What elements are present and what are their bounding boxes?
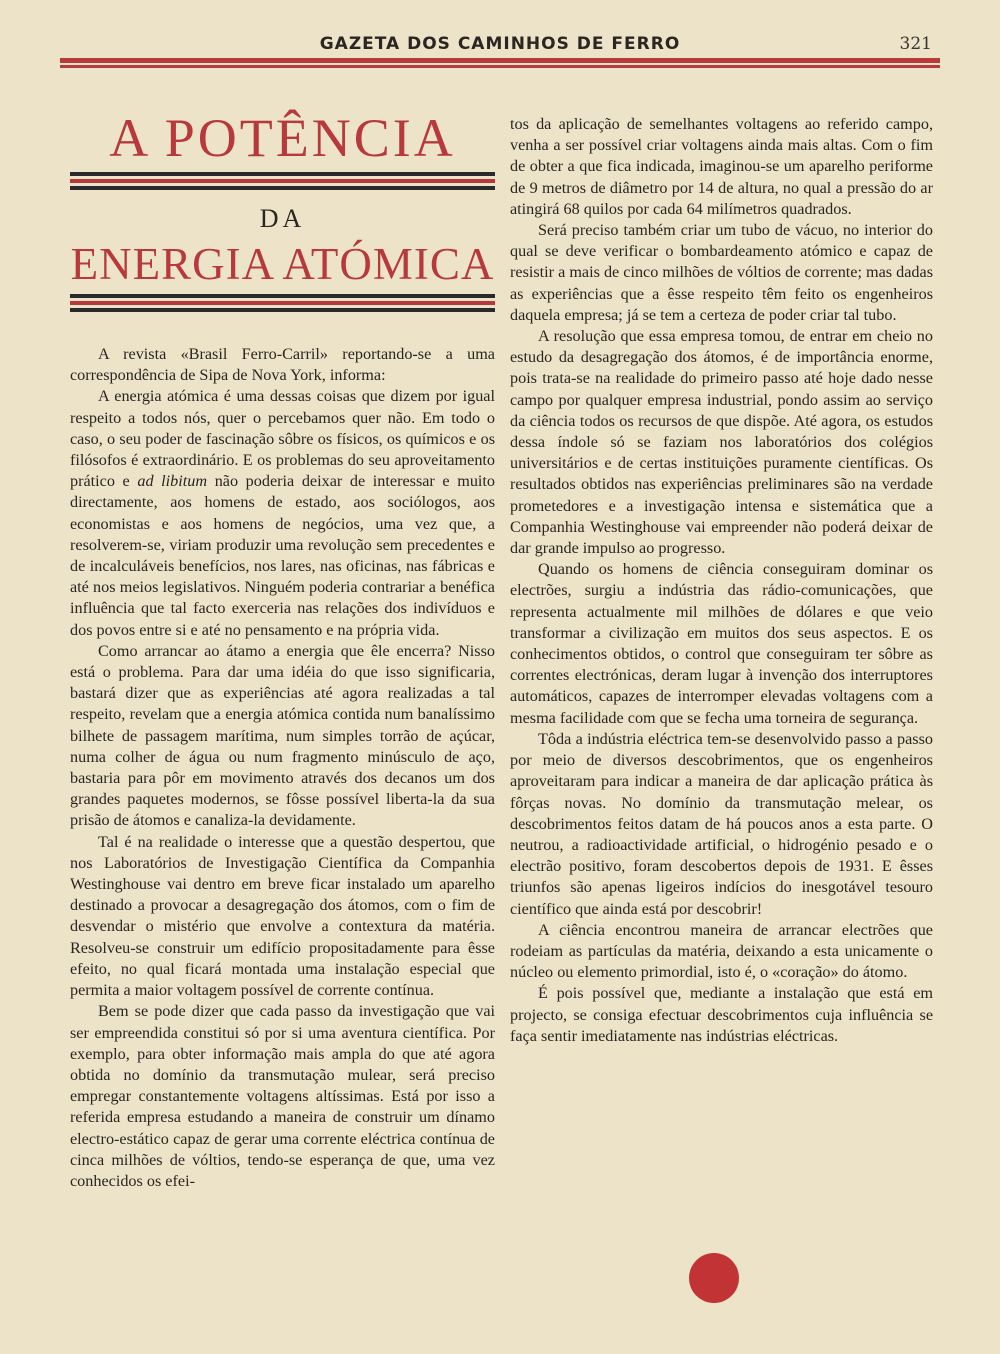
title-rule-red — [70, 179, 495, 183]
article-column-right — [510, 114, 933, 1047]
article-title-connector: DA — [259, 204, 306, 233]
header-rule — [60, 58, 940, 63]
article-paragraph: A ciência encontrou maneira de arrancar electrões que rodeiam as partículas da matéria, deixando a esta unicamente o núcleo ou elemento primordial, isto é, o «coração» do átomo. — [510, 920, 933, 982]
article-title-main: A POTÊNCIA — [109, 108, 456, 168]
title-rule-red — [70, 301, 495, 305]
article-title-sub: ENERGIA ATÓMICA — [70, 239, 495, 289]
article-paragraph: Quando os homens de ciência conseguiram dominar os electrões, surgiu a indústria das rádio-comunicações, que representa actualmente mil milhões de dólares e que veio transformar a civilização em muitos dos seus aspectos. E os conhecimentos obtidos, o control que conseguiram ter sôbre as correntes electrónicas, deram lugar à invenção dos interruptores automáticos, capazes de interromper elevadas voltagens com a mesma facilidade com que se fecha uma torneira de segurança. — [510, 560, 933, 727]
article-paragraph: Será preciso também criar um tubo de vácuo, no interior do qual se deve verificar o bombardeamento atómico e capaz de resistir a mais de cinco milhões de vóltios de corrente; mas dadas as experiências que a êsse respeito têm feito os engenheiros daquela empresa; já se tem a certeza de poder criar tal tubo. — [510, 221, 934, 324]
article-paragraph — [70, 386, 495, 640]
article-paragraph: A resolução que essa empresa tomou, de entrar em cheio no estudo da desagregação dos átomos, é de importância enorme, pois trata-se na realidade do primeiro passo até hoje dado nesse campo por qualquer empresa industrial, pondo assim ao serviço da ciência todos os recursos de que dispõe. Até agora, os estudos dessa índole só se faziam nos laboratórios dos colégios universitários e de certas instituições puramente científicas. Os resultados obtidos nas experiências preliminares são na verdade prometedores e a investigação intensa e sistemática que a Companhia Westinghouse vai empreender não poderá deixar de dar grande impulso ao progresso. — [510, 327, 933, 558]
article-paragraph: É pois possível que, mediante a instalação que está em projecto, se consiga efectuar descobrimentos cuja influência se faça sentir imediatamente nas indústrias eléctricas. — [510, 984, 933, 1045]
latin-phrase: ad libitum — [137, 472, 208, 491]
article-paragraph: Bem se pode dizer que cada passo da investigação que vai ser empreendida constitui só por si uma aventura científica. Por exemplo, para obter informação mais ampla do que até agora obtida no domínio da transmutação mulear, será preciso empregar constantemente voltagens altíssimas. Está por isso a referida empresa estudando a maneira de construir um dínamo electro-estático capaz de gerar uma corrente eléctrica contínua de cinca milhões de vóltios, tendo-se esperança de que, uma vez conhecidos os efei- — [70, 1002, 495, 1190]
article-paragraph-text: A energia atómica é uma dessas coisas que dizem por igual respeito a todos nós, quer o percebamos quer não. Em todo o caso, o seu poder de fascinação sôbre os físicos, os químicos e os filósofos é extraordinário. E os problemas do seu aproveitamento prático e — [70, 387, 495, 491]
page-header — [60, 30, 940, 70]
title-rule-dark — [70, 186, 495, 190]
title-rule-dark — [70, 172, 495, 176]
end-of-article-dot-icon — [689, 1253, 739, 1303]
page-number: 321 — [899, 34, 932, 54]
header-rule-thin — [60, 65, 940, 68]
title-rule-dark — [70, 308, 495, 312]
article-paragraph: tos da aplicação de semelhantes voltagens ao referido campo, venha a ser possível criar voltagens ainda mais altas. Com o fim de obter a que fica indicada, imaginou-se um aparelho periforme de 9 metros de diâmetro por 14 de altura, no qual a pressão do ar atingirá 68 quilos por cada 64 milímetros quadrados. — [510, 115, 933, 218]
title-rule-dark — [70, 294, 495, 298]
article-paragraph: Como arrancar ao átamo a energia que êle encerra? Nisso está o problema. Para dar uma idéia do que isso significaria, bastará dizer que as experiências até agora realizadas a tal respeito, revelam que a energia atómica contida num banalíssimo bilhete de passagem marítima, num simples torrão de açúcar, numa colher de água ou num fragmento minúsculo de aço, bastaria para pôr em movimento através dos decanos um dos grandes paquetes modernos, se fôsse possível liberta-la da sua prisão de átomos e canaliza-la devidamente. — [70, 641, 495, 830]
article-paragraph: Tal é na realidade o interesse que a questão despertou, que nos Laboratórios de Investigação Científica da Companhia Westinghouse vai dentro em breve ficar instalado um aparelho destinado a provocar a desagregação dos átomos, com o fim de desvendar o mistério que envolve a contextura da matéria. Resolveu-se construir um edifício propositadamente para êsse efeito, no qual ficará montada uma instalação especial que permita a maior voltagem possível de corrente contínua. — [70, 832, 495, 1000]
article-column-left — [70, 344, 495, 1192]
article-title-block — [70, 108, 495, 313]
article-paragraph-text: não poderia deixar de interessar e muito directamente, aos homens de estado, aos sociólogos, aos economistas e aos homens de negócios, uma vez que, a resolverem-se, viriam produzir uma revolução sem precedentes e de incalculáveis benefícios, nos lares, nas oficinas, nas fábricas e até nos meios legislativos. Ninguém poderia contrariar a benéfica influência que tal facto exerceria nas relações dos indivíduos e dos povos entre si e até no pensamento e na própria vida. — [70, 472, 496, 639]
article-paragraph: Tôda a indústria eléctrica tem-se desenvolvido passo a passo por meio de diversos descobrimentos, que os engenheiros aproveitaram para indicar a maneira de dar aplicação prática às fôrças novas. No domínio da transmutação melear, os descobrimentos feitos datam de há poucos anos a esta parte. O neutrou, a radioactividade artificial, o hidrogénio pesado e o electrão positivo, foram descobertos depois de 1931. E êsses triunfos são apenas ligeiros indícios do inesgotável tesouro científico que ainda está por descobrir! — [510, 729, 933, 918]
article-paragraph: A revista «Brasil Ferro-Carril» reportando-se a uma correspondência de Sipa de Nova York, informa: — [70, 345, 495, 385]
publication-title: GAZETA DOS CAMINHOS DE FERRO — [319, 34, 681, 54]
